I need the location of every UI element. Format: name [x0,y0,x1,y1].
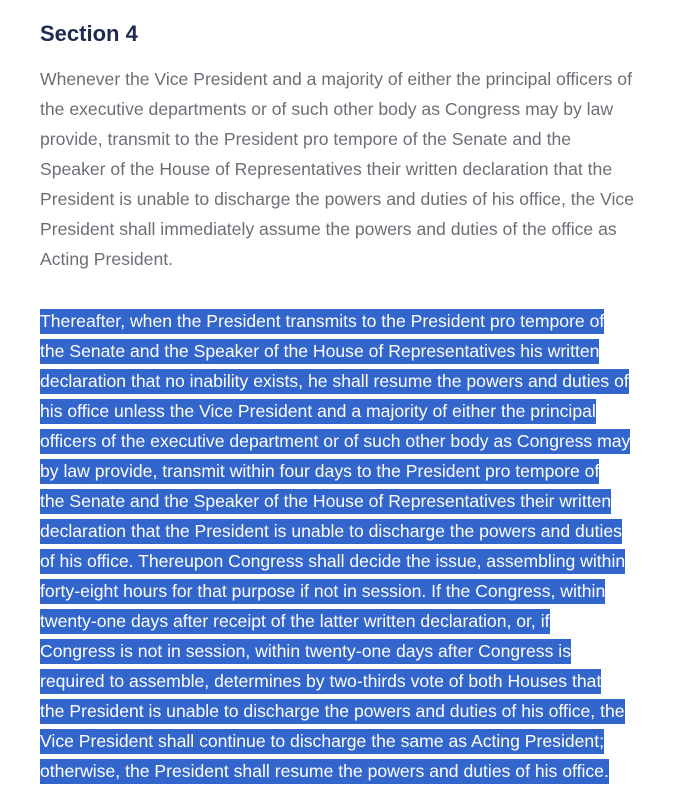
paragraph-1-line: President shall immediately assume the powers and duties of the office as [40,219,617,239]
paragraph-2-selected[interactable] [40,306,685,786]
selected-text-line: declaration that no inability exists, he shall resume the powers and duties of [40,369,629,394]
paragraph-1[interactable] [40,64,685,274]
selected-text-line: required to assemble, determines by two-thirds vote of both Houses that [40,669,601,694]
paragraph-2-line-wrap [40,516,685,546]
paragraph-2-line-wrap [40,636,685,666]
selected-text-line: officers of the executive department or of such other body as Congress may [40,429,630,454]
paragraph-2-line-wrap [40,456,685,486]
paragraph-1-line: Whenever the Vice President and a majority of either the principal officers of [40,69,632,89]
selected-text-line: twenty-one days after receipt of the latter written declaration, or, if [40,609,550,634]
selected-text-line: of his office. Thereupon Congress shall decide the issue, assembling within [40,549,625,574]
paragraph-2-line-wrap [40,606,685,636]
paragraph-2-line-wrap [40,756,685,786]
paragraph-1-line: President is unable to discharge the powers and duties of his office, the Vice [40,189,634,209]
section-heading: Section 4 [40,21,138,46]
selected-text-line: the President is unable to discharge the powers and duties of his office, the [40,699,625,724]
selected-text-line: forty-eight hours for that purpose if not in session. If the Congress, within [40,579,605,604]
paragraph-2-line-wrap [40,486,685,516]
paragraph-2-line-wrap [40,546,685,576]
selected-text-line: declaration that the President is unable to discharge the powers and duties [40,519,622,544]
selected-text-line: otherwise, the President shall resume the powers and duties of his office. [40,759,609,784]
paragraph-1-line: provide, transmit to the President pro tempore of the Senate and the [40,129,572,149]
paragraph-2-line-wrap [40,336,685,366]
selected-text-line: Vice President shall continue to discharge the same as Acting President; [40,729,604,754]
paragraph-2-line-wrap [40,306,685,336]
paragraph-2-line-wrap [40,666,685,696]
paragraph-2-line-wrap [40,396,685,426]
paragraph-2-line-wrap [40,576,685,606]
paragraph-1-line: Acting President. [40,249,174,269]
selected-text-line: by law provide, transmit within four days to the President pro tempore of [40,459,599,484]
selected-text-line: his office unless the Vice President and a majority of either the principal [40,399,596,424]
paragraph-1-line: Speaker of the House of Representatives their written declaration that the [40,159,613,179]
paragraph-2-line-wrap [40,696,685,726]
selected-text-line: Congress is not in session, within twenty-one days after Congress is [40,639,571,664]
paragraph-2-line-wrap [40,366,685,396]
paragraph-2-line-wrap [40,726,685,756]
selected-text-line: Thereafter, when the President transmits to the President pro tempore of [40,309,604,334]
selected-text-line: the Senate and the Speaker of the House of Representatives his written [40,339,599,364]
paragraph-1-line: the executive departments or of such other body as Congress may by law [40,99,614,119]
paragraph-2-line-wrap [40,426,685,456]
selected-text-line: the Senate and the Speaker of the House of Representatives their written [40,489,611,514]
